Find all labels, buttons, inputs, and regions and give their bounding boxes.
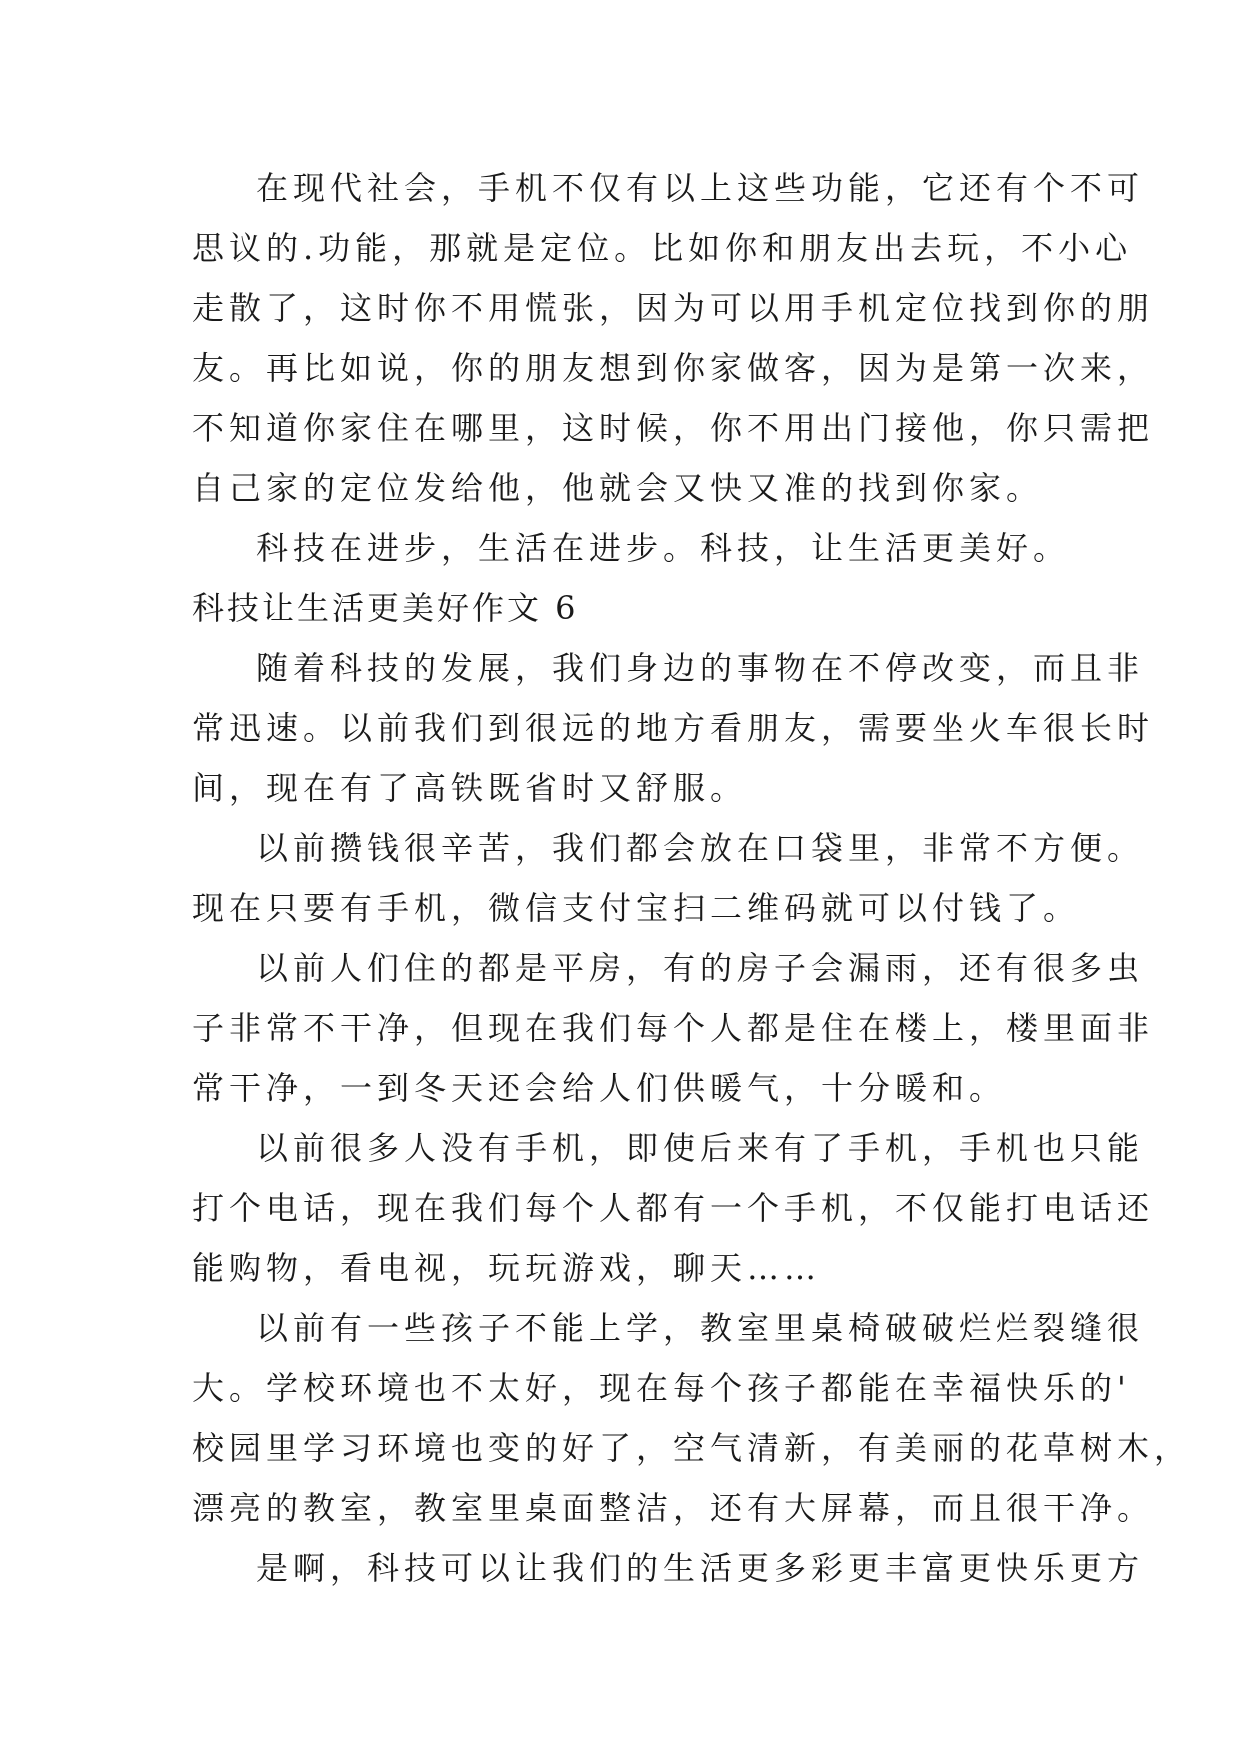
text-line: 大。学校环境也不太好，现在每个孩子都能在幸福快乐的' [192,1369,1131,1407]
text-line: 友。再比如说，你的朋友想到你家做客，因为是第一次来， [192,349,1155,387]
section-heading: 科技让生活更美好作文 6 [192,589,579,627]
text-line: 常干净，一到冬天还会给人们供暖气，十分暖和。 [192,1069,1007,1107]
text-line: 科技在进步，生活在进步。科技，让生活更美好。 [256,529,1071,567]
text-line: 间，现在有了高铁既省时又舒服。 [192,769,748,807]
text-line: 是啊，科技可以让我们的生活更多彩更丰富更快乐更方 [256,1549,1145,1587]
text-line: 思议的.功能，那就是定位。比如你和朋友出去玩，不小心 [192,229,1133,267]
text-line: 漂亮的教室，教室里桌面整洁，还有大屏幕，而且很干净。 [192,1489,1155,1527]
text-line: 自己家的定位发给他，他就会又快又准的找到你家。 [192,469,1044,507]
text-line: 以前人们住的都是平房，有的房子会漏雨，还有很多虫 [256,949,1145,987]
text-line: 子非常不干净，但现在我们每个人都是住在楼上，楼里面非 [192,1009,1155,1047]
text-line: 走散了，这时你不用慌张，因为可以用手机定位找到你的朋 [192,289,1155,327]
text-line: 校园里学习环境也变的好了，空气清新，有美丽的花草树木， [192,1429,1192,1467]
text-line: 在现代社会，手机不仅有以上这些功能，它还有个不可 [256,169,1145,207]
text-line: 打个电话，现在我们每个人都有一个手机，不仅能打电话还 [192,1189,1155,1227]
text-line: 能购物，看电视，玩玩游戏，聊天…… [192,1249,822,1287]
text-line: 常迅速。以前我们到很远的地方看朋友，需要坐火车很长时 [192,709,1155,747]
text-line: 随着科技的发展，我们身边的事物在不停改变，而且非 [256,649,1145,687]
text-line: 不知道你家住在哪里，这时候，你不用出门接他，你只需把 [192,409,1155,447]
text-line: 以前很多人没有手机，即使后来有了手机，手机也只能 [256,1129,1145,1167]
document-body [192,158,1192,1598]
text-line: 现在只要有手机，微信支付宝扫二维码就可以付钱了。 [192,889,1081,927]
text-line: 以前有一些孩子不能上学，教室里桌椅破破烂烂裂缝很 [256,1309,1145,1347]
text-line: 以前攒钱很辛苦，我们都会放在口袋里，非常不方便。 [256,829,1145,867]
